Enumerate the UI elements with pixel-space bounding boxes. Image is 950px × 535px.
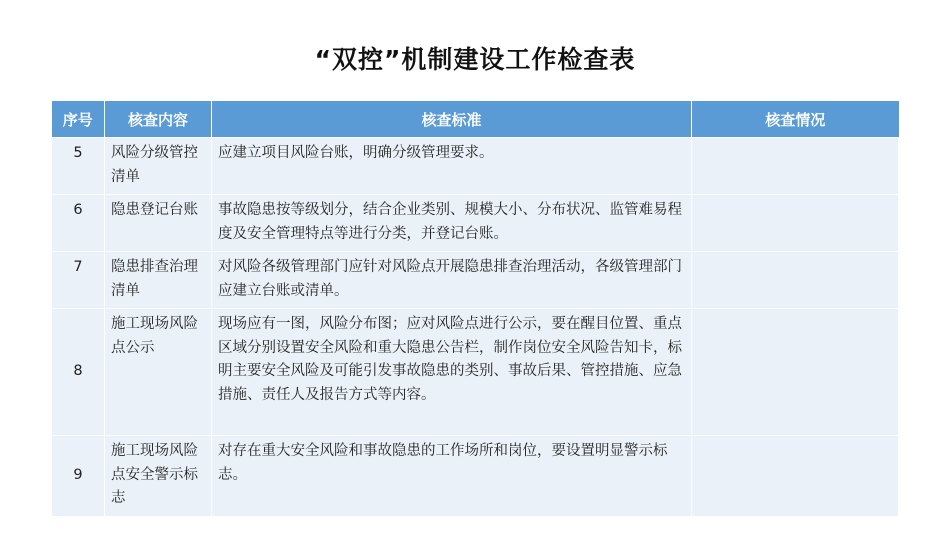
page-title: “双控”机制建设工作检查表 (314, 45, 636, 74)
row-standard: 事故隐患按等级划分，结合企业类别、规模大小、分布状况、监管难易程度及安全管理特点等进行分类，并登记台账。 (212, 195, 692, 252)
row-item: 施工现场风险点安全警示标志 (105, 436, 212, 517)
row-standard: 对存在重大安全风险和事故隐患的工作场所和岗位，要设置明显警示标志。 (212, 436, 692, 517)
table-header-row (52, 101, 899, 138)
row-item: 施工现场风险点公示 (105, 309, 212, 436)
header-standard: 核查标准 (212, 101, 692, 138)
row-status[interactable] (692, 138, 899, 195)
row-number: 8 (52, 309, 105, 436)
row-status[interactable] (692, 309, 899, 436)
header-status: 核查情况 (692, 101, 899, 138)
row-number: 5 (52, 138, 105, 195)
table-row (52, 252, 899, 309)
row-item: 风险分级管控清单 (105, 138, 212, 195)
row-item: 隐患登记台账 (105, 195, 212, 252)
table-row (52, 195, 899, 252)
table-row (52, 309, 899, 436)
row-status[interactable] (692, 436, 899, 517)
row-number: 9 (52, 436, 105, 517)
header-number: 序号 (52, 101, 105, 138)
row-status[interactable] (692, 195, 899, 252)
row-standard: 对风险各级管理部门应针对风险点开展隐患排查治理活动，各级管理部门应建立台账或清单。 (212, 252, 692, 309)
row-item: 隐患排查治理清单 (105, 252, 212, 309)
table-row (52, 436, 899, 517)
check-table (51, 101, 899, 517)
row-standard: 应建立项目风险台账，明确分级管理要求。 (212, 138, 692, 195)
table-row (52, 138, 899, 195)
row-number: 6 (52, 195, 105, 252)
row-status[interactable] (692, 252, 899, 309)
row-standard: 现场应有一图，风险分布图；应对风险点进行公示，要在醒目位置、重点区域分别设置安全风险和重大隐患公告栏，制作岗位安全风险告知卡，标明主要安全风险及可能引发事故隐患的类别、事故后果、管控措施、应急措施、责任人及报告方式等内容。 (212, 309, 692, 436)
row-number: 7 (52, 252, 105, 309)
header-item: 核查内容 (105, 101, 212, 138)
